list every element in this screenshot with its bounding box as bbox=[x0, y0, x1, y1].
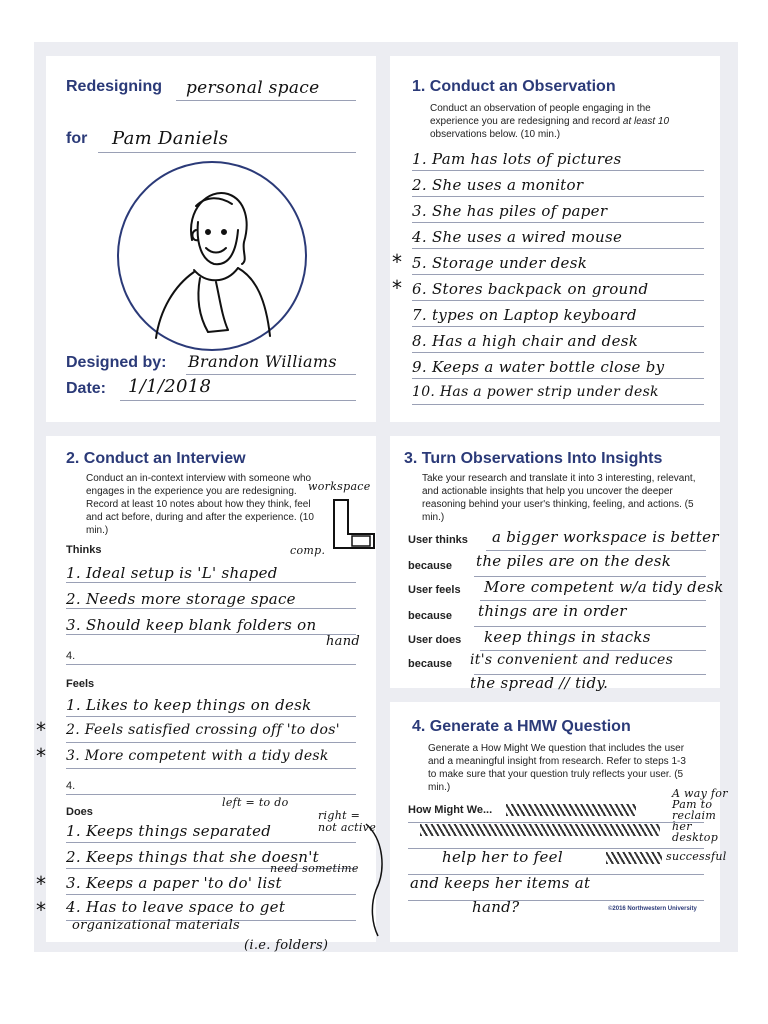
observation-panel bbox=[390, 56, 720, 422]
copyright: ©2016 Northwestern University bbox=[608, 906, 697, 912]
does-note-right: right = not active bbox=[318, 809, 377, 834]
does-item-cont: (i.e. folders) bbox=[244, 938, 329, 953]
insight-line bbox=[480, 600, 706, 601]
for-value: Pam Daniels bbox=[112, 128, 229, 149]
observation-item: 10. Has a power strip under desk bbox=[412, 384, 659, 400]
obs-line-2 bbox=[412, 196, 704, 197]
insight-line bbox=[474, 626, 706, 627]
obs-line-9 bbox=[412, 378, 704, 379]
obs-line-1 bbox=[412, 170, 704, 171]
star-mark: * bbox=[36, 872, 46, 896]
observation-instructions: Conduct an observation of people engaging in the experience you are redesigning and record at least 10 observations below. (10 min.) bbox=[430, 103, 670, 140]
star-mark: * bbox=[36, 744, 46, 768]
star-mark: * bbox=[36, 898, 46, 922]
insight-row-label: User feels bbox=[408, 584, 461, 596]
does-line-1 bbox=[66, 842, 356, 843]
thinks-item: 1. Ideal setup is 'L' shaped bbox=[66, 564, 278, 582]
feels-line-1 bbox=[66, 716, 356, 717]
obs-line-5 bbox=[412, 274, 704, 275]
insight-extra-line: the spread // tidy. bbox=[470, 674, 609, 692]
insight-row-value: things are in order bbox=[478, 602, 627, 620]
designed-by-value: Brandon Williams bbox=[188, 352, 337, 371]
insights-title: 3. Turn Observations Into Insights bbox=[404, 450, 663, 467]
interview-instructions: Conduct an in-context interview with someone who engages in the experience you are redesigning. Record at least 10 notes about how they think, feel and act before, during and after the experience. (10 min.) bbox=[86, 473, 314, 536]
thinks-label: Thinks bbox=[66, 544, 102, 556]
insight-row-value: keep things in stacks bbox=[484, 628, 651, 646]
does-label: Does bbox=[66, 806, 93, 818]
crossed-out-text bbox=[606, 852, 662, 864]
insight-row-value: the piles are on the desk bbox=[476, 552, 672, 570]
insight-row-label: because bbox=[408, 610, 453, 622]
obs-line-6 bbox=[412, 300, 704, 301]
observation-item: 4. She uses a wired mouse bbox=[412, 228, 623, 246]
does-line-3 bbox=[66, 894, 356, 895]
thinks-item: 2. Needs more storage space bbox=[66, 590, 296, 608]
obs-line-4 bbox=[412, 248, 704, 249]
thinks-item: 3. Should keep blank folders on bbox=[66, 616, 317, 634]
star-mark: * bbox=[36, 718, 46, 742]
date-line bbox=[120, 400, 356, 401]
thinks-line-1 bbox=[66, 582, 356, 583]
obs-line-3 bbox=[412, 222, 704, 223]
interview-panel bbox=[46, 436, 376, 942]
sketch-label-comp: comp. bbox=[290, 544, 326, 557]
star-mark: * bbox=[392, 276, 402, 300]
hmw-line-helps: help her to feel bbox=[442, 848, 563, 866]
feels-item: 2. Feels satisfied crossing off 'to dos' bbox=[66, 722, 340, 738]
insight-line bbox=[486, 550, 706, 551]
crossed-out-text bbox=[420, 824, 660, 836]
observation-item: 1. Pam has lots of pictures bbox=[412, 150, 622, 168]
observation-item: 6. Stores backpack on ground bbox=[412, 280, 649, 298]
does-item: 3. Keeps a paper 'to do' list bbox=[66, 874, 282, 892]
hmw-note-successful: successful bbox=[666, 850, 727, 863]
insight-row-label: because bbox=[408, 658, 453, 670]
insights-panel bbox=[390, 436, 724, 688]
feels-line-2 bbox=[66, 742, 356, 743]
insight-line bbox=[474, 576, 706, 577]
obs-line-8 bbox=[412, 352, 704, 353]
feels-item-empty: 4. bbox=[66, 780, 76, 792]
for-line bbox=[98, 152, 356, 153]
persona-portrait bbox=[116, 160, 308, 352]
hmw-title: 4. Generate a HMW Question bbox=[412, 718, 631, 735]
does-note-left: left = to do bbox=[222, 796, 289, 809]
insight-row-value: a bigger workspace is better bbox=[492, 528, 719, 546]
does-item-cont: need sometime bbox=[270, 862, 359, 875]
observation-item: 2. She uses a monitor bbox=[412, 176, 584, 194]
observation-item: 9. Keeps a water bottle close by bbox=[412, 358, 665, 376]
hmw-prefix: How Might We... bbox=[408, 804, 493, 816]
obs-line-10 bbox=[412, 404, 704, 405]
star-mark: * bbox=[392, 250, 402, 274]
observation-title: 1. Conduct an Observation bbox=[412, 78, 616, 95]
hmw-line-items: and keeps her items at bbox=[410, 874, 591, 892]
insight-line bbox=[480, 650, 706, 651]
feels-label: Feels bbox=[66, 678, 95, 690]
feels-item: 1. Likes to keep things on desk bbox=[66, 696, 312, 714]
insight-row-value: More competent w/a tidy desk bbox=[484, 578, 724, 596]
redesigning-value: personal space bbox=[186, 78, 320, 98]
hmw-line-1 bbox=[408, 822, 704, 823]
insight-row-label: User does bbox=[408, 634, 462, 646]
does-item: 1. Keeps things separated bbox=[66, 822, 272, 840]
hmw-note-right: A way for Pam to reclaim her desktop bbox=[672, 787, 728, 844]
thinks-line-2 bbox=[66, 608, 356, 609]
interview-title: 2. Conduct an Interview bbox=[66, 450, 246, 467]
designed-by-line bbox=[186, 374, 356, 375]
thinks-item-empty: 4. bbox=[66, 650, 76, 662]
crossed-out-text bbox=[506, 804, 636, 816]
thinks-item-cont: hand bbox=[326, 634, 361, 649]
thinks-line-4 bbox=[66, 664, 356, 665]
obs-line-7 bbox=[412, 326, 704, 327]
date-label: Date: bbox=[66, 380, 107, 397]
hmw-line-hand: hand? bbox=[472, 898, 520, 916]
insights-instructions: Take your research and translate it into 3 interesting, relevant, and actionable insights that help you uncover the deeper reasoning behind your user's thinking, feeling, and actions. (5 min.) bbox=[422, 473, 696, 523]
hmw-panel bbox=[390, 702, 728, 942]
date-value: 1/1/2018 bbox=[128, 376, 212, 397]
sketch-label-workspace: workspace bbox=[308, 480, 371, 493]
insight-row-label: User thinks bbox=[408, 534, 468, 546]
does-item: 2. Keeps things that she doesn't bbox=[66, 848, 319, 866]
feels-item: 3. More competent with a tidy desk bbox=[66, 748, 329, 764]
hmw-instructions: Generate a How Might We question that includes the user and a meaningful insight from research. Refer to steps 1-3 to make sure that your question truly reflects your user. (5 min.) bbox=[428, 743, 686, 793]
l-desk-sketch bbox=[330, 494, 380, 554]
for-label: for bbox=[66, 130, 88, 147]
redesigning-line bbox=[176, 100, 356, 101]
insight-row-label: because bbox=[408, 560, 453, 572]
observation-item: 7. types on Laptop keyboard bbox=[412, 306, 637, 324]
designed-by-label: Designed by: bbox=[66, 354, 167, 371]
identity-panel bbox=[46, 56, 376, 422]
feels-line-3 bbox=[66, 768, 356, 769]
observation-item: 5. Storage under desk bbox=[412, 254, 588, 272]
does-item: 4. Has to leave space to get bbox=[66, 898, 286, 916]
thinks-line-3 bbox=[66, 634, 356, 635]
hmw-line-4 bbox=[408, 900, 704, 901]
observation-item: 8. Has a high chair and desk bbox=[412, 332, 639, 350]
redesigning-label: Redesigning bbox=[66, 78, 163, 95]
feels-line-4 bbox=[66, 794, 356, 795]
does-item-cont: organizational materials bbox=[72, 918, 241, 933]
observation-item: 3. She has piles of paper bbox=[412, 202, 608, 220]
insight-row-value: it's convenient and reduces bbox=[470, 652, 674, 668]
